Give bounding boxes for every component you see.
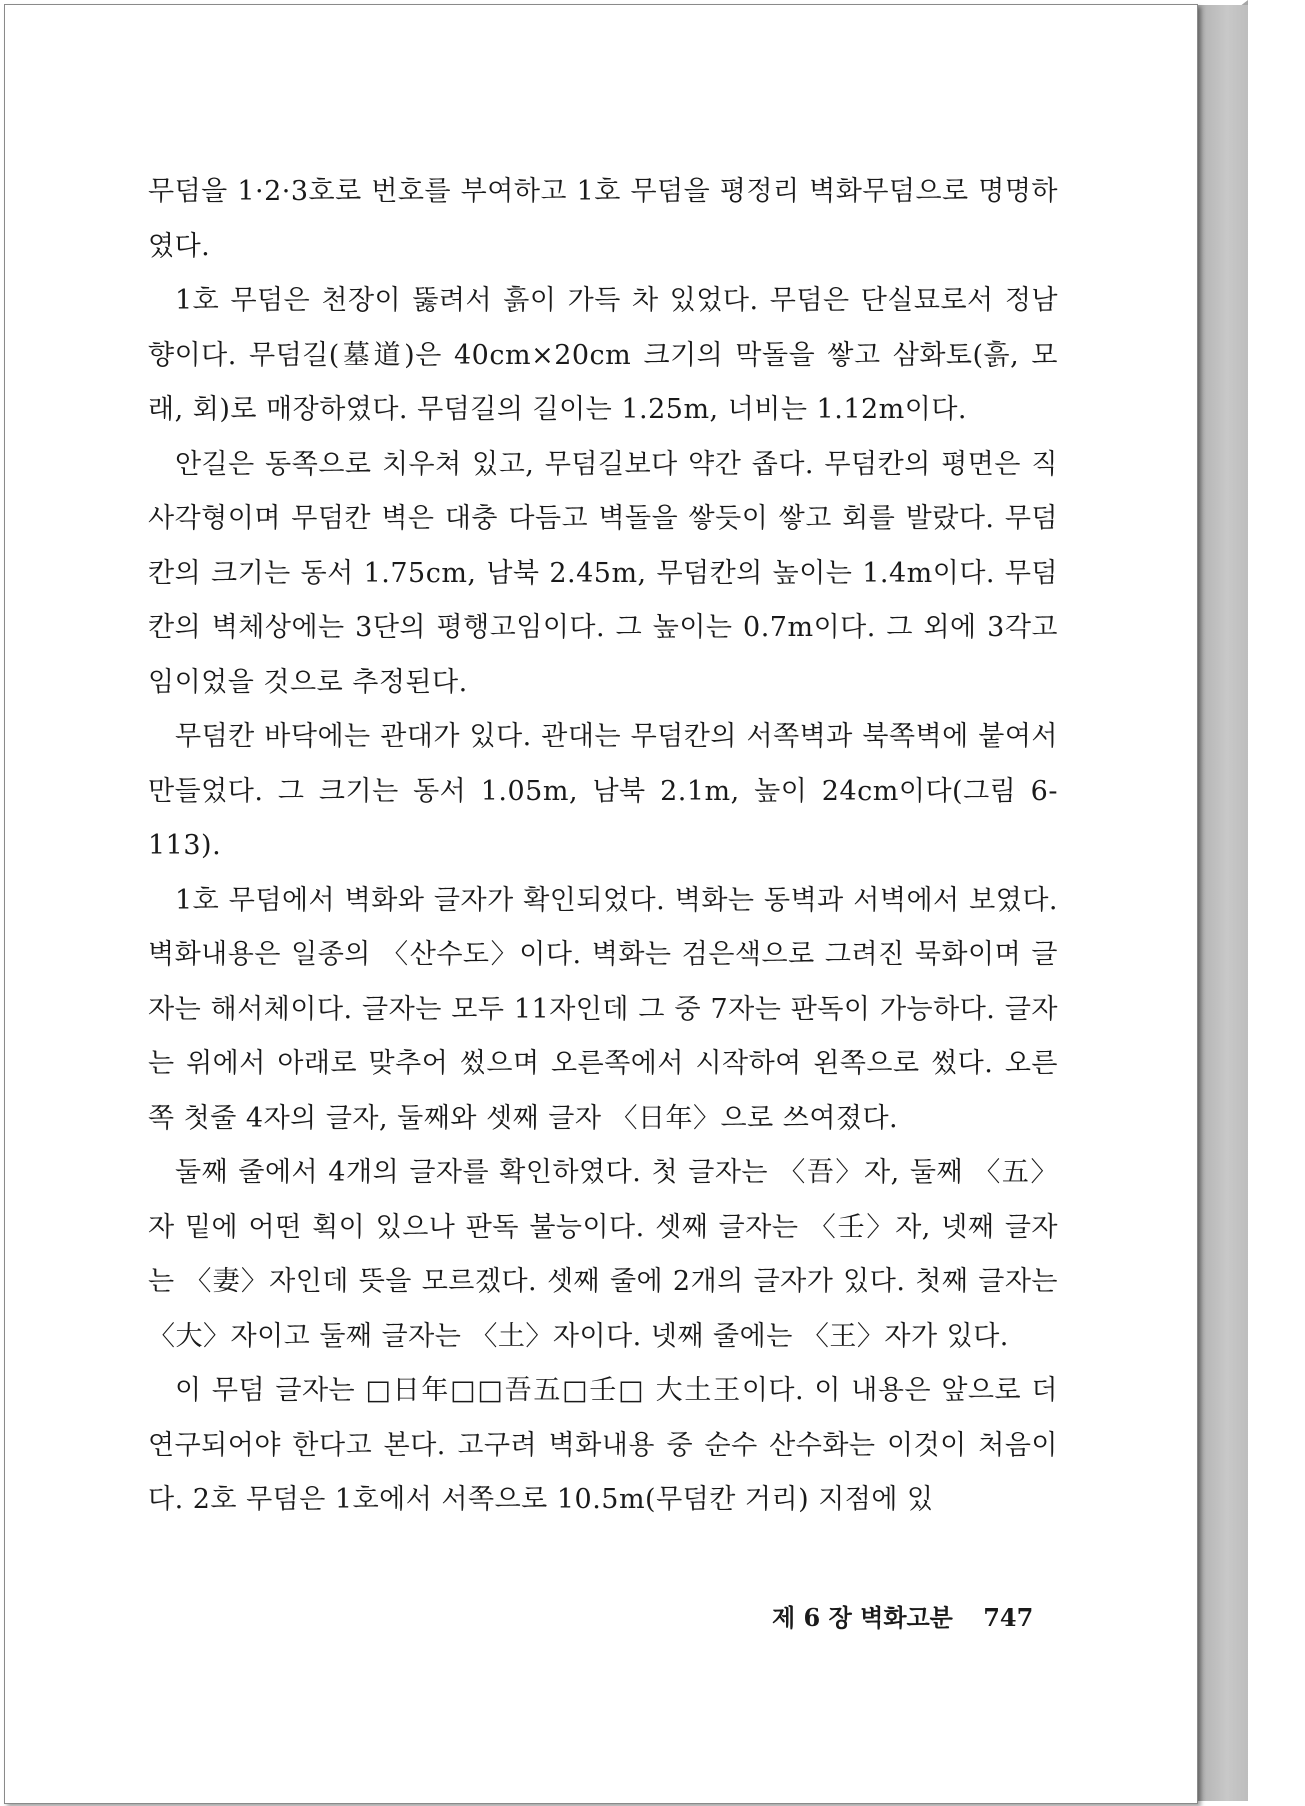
paragraph: 무덤을 1·2·3호로 번호를 부여하고 1호 무덤을 평정리 벽화무덤으로 명명하였다.: [148, 176, 1058, 262]
body-text: [148, 165, 1058, 1528]
page-number: 747: [983, 1603, 1034, 1632]
paragraph: 무덤칸 바닥에는 관대가 있다. 관대는 무덤칸의 서쪽벽과 북쪽벽에 붙여서 만들었다. 그 크기는 동서 1.05m, 남북 2.1m, 높이 24cm이다(그림 6-113).: [148, 721, 1058, 861]
paragraph: 1호 무덤은 천장이 뚫려서 흙이 가득 차 있었다. 무덤은 단실묘로서 정남향이다. 무덤길(墓道)은 40cm×20cm 크기의 막돌을 쌓고 삼화토(흙, 모래, 회)로 매장하였다. 무덤길의 길이는 1.25m, 너비는 1.12m이다.: [148, 285, 1058, 425]
page-footer: [772, 1598, 1033, 1633]
page-stack-edge: [1196, 5, 1248, 1801]
chapter-title: 제 6 장 벽화고분: [772, 1603, 953, 1632]
paragraph: 안길은 동쪽으로 치우쳐 있고, 무덤길보다 약간 좁다. 무덤칸의 평면은 직사각형이며 무덤칸 벽은 대충 다듬고 벽돌을 쌓듯이 쌓고 회를 발랐다. 무덤칸의 크기는 동서 1.75cm, 남북 2.45m, 무덤칸의 높이는 1.4m이다. 무덤칸의 벽체상에는 3단의 평행고임이다. 그 높이는 0.7m이다. 그 외에 3각고임이었을 것으로 추정된다.: [148, 448, 1058, 698]
paragraph: 둘째 줄에서 4개의 글자를 확인하였다. 첫 글자는 〈吾〉자, 둘째 〈五〉자 밑에 어떤 획이 있으나 판독 불능이다. 셋째 글자는 〈壬〉자, 넷째 글자는 〈妻〉자인데 뜻을 모르겠다. 셋째 줄에 2개의 글자가 있다. 첫째 글자는 〈大〉자이고 둘째 글자는 〈土〉자이다. 넷째 줄에는 〈王〉자가 있다.: [148, 1157, 1058, 1352]
paragraph: 1호 무덤에서 벽화와 글자가 확인되었다. 벽화는 동벽과 서벽에서 보였다. 벽화내용은 일종의 〈산수도〉이다. 벽화는 검은색으로 그려진 묵화이며 글자는 해서체이다. 글자는 모두 11자인데 그 중 7자는 판독이 가능하다. 글자는 위에서 아래로 맞추어 썼으며 오른쪽에서 시작하여 왼쪽으로 썼다. 오른쪽 첫줄 4자의 글자, 둘째와 셋째 글자 〈日年〉으로 쓰여졌다.: [148, 884, 1058, 1134]
paragraph: 이 무덤 글자는 □日年□□吾五□壬□ 大土王이다. 이 내용은 앞으로 더 연구되어야 한다고 본다. 고구려 벽화내용 중 순수 산수화는 이것이 처음이다. 2호 무덤은 1호에서 서쪽으로 10.5m(무덤칸 거리) 지점에 있: [148, 1375, 1058, 1515]
